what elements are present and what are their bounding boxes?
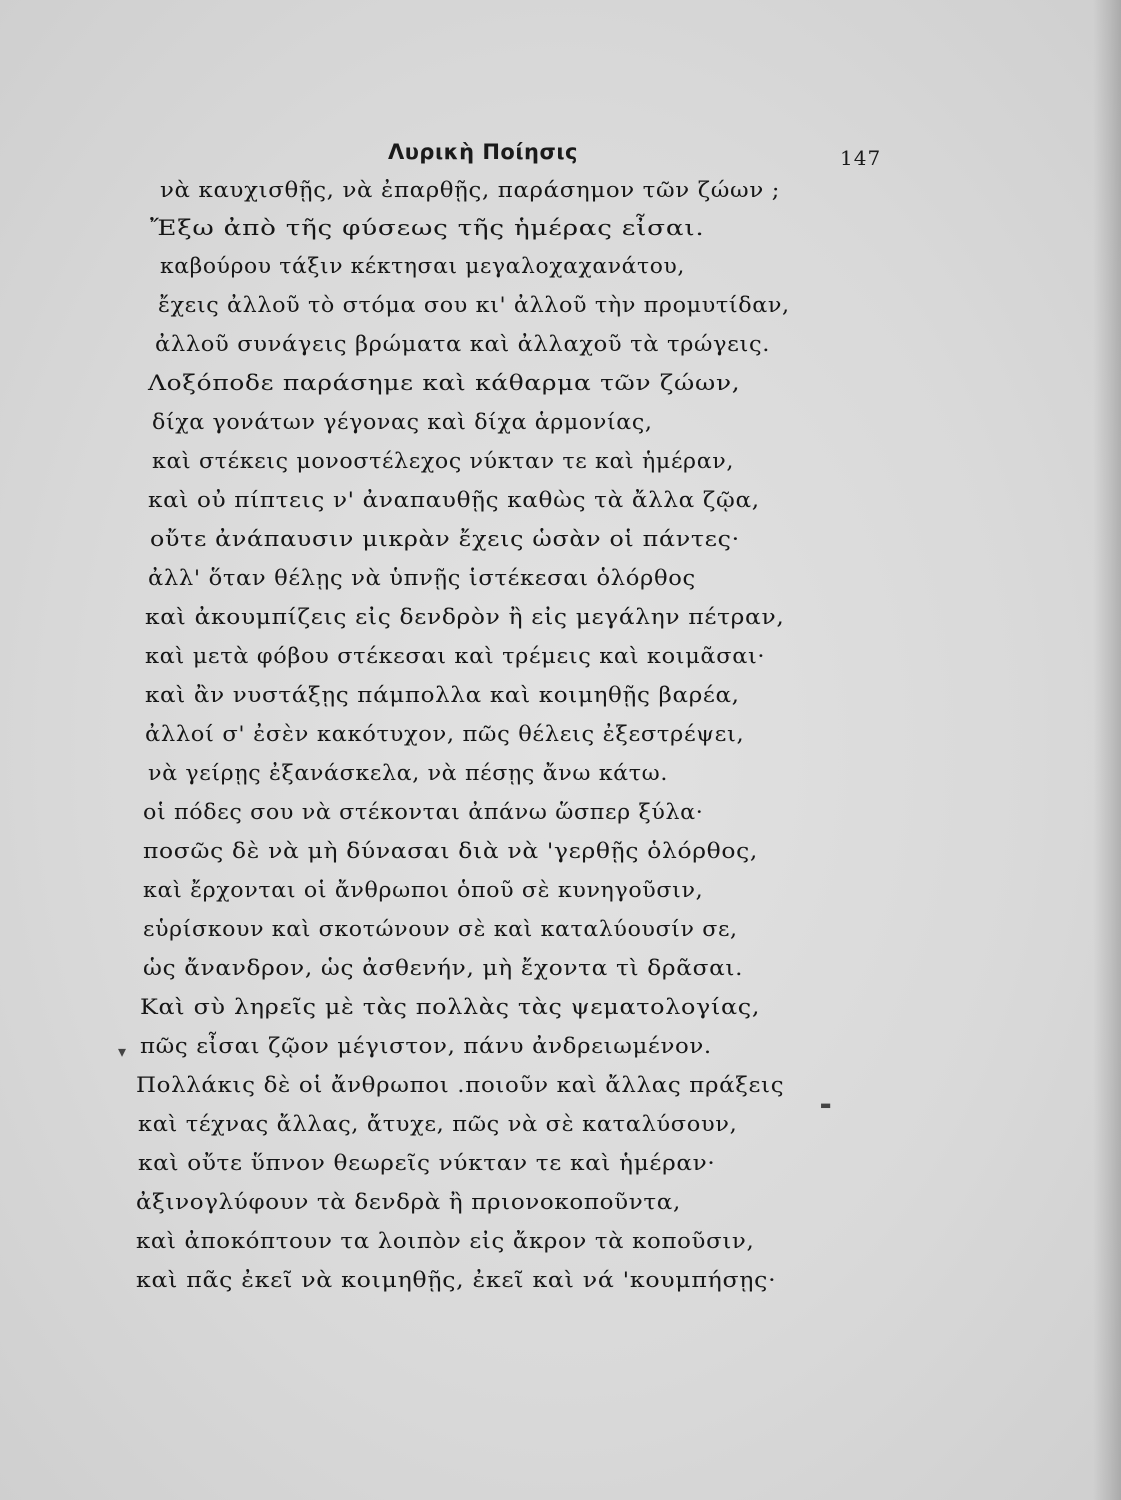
page-number: 147 <box>840 146 882 170</box>
poem-line: καὶ ἀκουμπίζεις εἰς δενδρὸν ἢ εἰς μεγάλην πέτραν, <box>145 605 785 629</box>
poem-line: Πολλάκις δὲ οἱ ἄνθρωποι .ποιοῦν καὶ ἄλλας πράξεις <box>136 1073 785 1097</box>
poem-line: πῶς εἶσαι ζῷον μέγιστον, πάνυ ἀνδρειωμένον. <box>140 1034 712 1058</box>
poem-line: καὶ ἔρχονται οἱ ἄνθρωποι ὁποῦ σὲ κυνηγοῦσιν, <box>143 878 704 902</box>
poem-line: καβούρου τάξιν κέκτησαι μεγαλοχαχανάτου, <box>160 254 685 278</box>
poem-line: καὶ στέκεις μονοστέλεχος νύκταν τε καὶ ἡμέραν, <box>152 449 735 473</box>
poem-line: ποσῶς δὲ νὰ μὴ δύνασαι διὰ νὰ 'γερθῇς ὁλόρθος, <box>143 839 759 863</box>
poem-line: καὶ οὔτε ὕπνον θεωρεῖς νύκταν τε καὶ ἡμέραν· <box>138 1151 716 1175</box>
poem-line: νὰ καυχισθῇς, νὰ ἐπαρθῇς, παράσημον τῶν ζώων ; <box>160 178 781 202</box>
poem-line: Ἔξω ἀπὸ τῆς φύσεως τῆς ἡμέρας εἶσαι. <box>150 216 705 240</box>
poem-line: ἀξινογλύφουν τὰ δενδρὰ ἢ πριονοκοποῦντα, <box>136 1190 681 1214</box>
poem-line: Λοξόποδε παράσημε καὶ κάθαρμα τῶν ζώων, <box>148 371 741 395</box>
poem-line: ἀλλοί σ' ἐσὲν κακότυχον, πῶς θέλεις ἐξεστρέψει, <box>145 722 745 746</box>
poem-line: καὶ ἀποκόπτουν τα λοιπὸν εἰς ἄκρον τὰ κοποῦσιν, <box>136 1229 755 1253</box>
poem-line: καὶ μετὰ φόβου στέκεσαι καὶ τρέμεις καὶ κοιμᾶσαι· <box>145 644 766 668</box>
poem-line: καὶ τέχνας ἄλλας, ἄτυχε, πῶς νὰ σὲ καταλύσουν, <box>138 1112 738 1136</box>
running-title: Λυρικὴ Ποίησις <box>388 140 578 164</box>
poem-line: ὡς ἄνανδρον, ὡς ἀσθενήν, μὴ ἔχοντα τὶ δρᾶσαι. <box>143 956 744 980</box>
poem-line: οἱ πόδες σου νὰ στέκονται ἀπάνω ὥσπερ ξύλα· <box>143 800 704 824</box>
poem-line: νὰ γείρῃς ἐξανάσκελα, νὰ πέσῃς ἄνω κάτω. <box>148 761 669 785</box>
poem-line: οὔτε ἀνάπαυσιν μικρὰν ἔχεις ὡσὰν οἱ πάντες· <box>150 527 740 551</box>
margin-mark: ▾ <box>118 1042 127 1061</box>
poem-line: ἔχεις ἀλλοῦ τὸ στόμα σου κι' ἀλλοῦ τὴν προμυτίδαν, <box>158 293 790 317</box>
poem-line: καὶ οὐ πίπτεις ν' ἀναπαυθῇς καθὼς τὰ ἄλλα ζῷα, <box>148 488 760 512</box>
poem-line: δίχα γονάτων γέγονας καὶ δίχα ἁρμονίας, <box>152 410 653 434</box>
poem-line: Καὶ σὺ ληρεῖς μὲ τὰς πολλὰς τὰς ψεματολογίας, <box>140 995 761 1019</box>
poem-line: ἀλλ' ὅταν θέλῃς νὰ ὑπνῇς ἱστέκεσαι ὁλόρθος <box>148 566 696 590</box>
poem-line: εὑρίσκουν καὶ σκοτώνουν σὲ καὶ καταλύουσίν σε, <box>143 917 738 941</box>
poem-line: καὶ ἂν νυστάξῃς πάμπολλα καὶ κοιμηθῇς βαρέα, <box>145 683 740 707</box>
margin-mark: ▬ <box>820 1098 832 1112</box>
poem-line: ἀλλοῦ συνάγεις βρώματα καὶ ἀλλαχοῦ τὰ τρώγεις. <box>155 332 771 356</box>
poem-line: καὶ πᾶς ἐκεῖ νὰ κοιμηθῇς, ἐκεῖ καὶ νά 'κουμπήσῃς· <box>136 1268 777 1292</box>
